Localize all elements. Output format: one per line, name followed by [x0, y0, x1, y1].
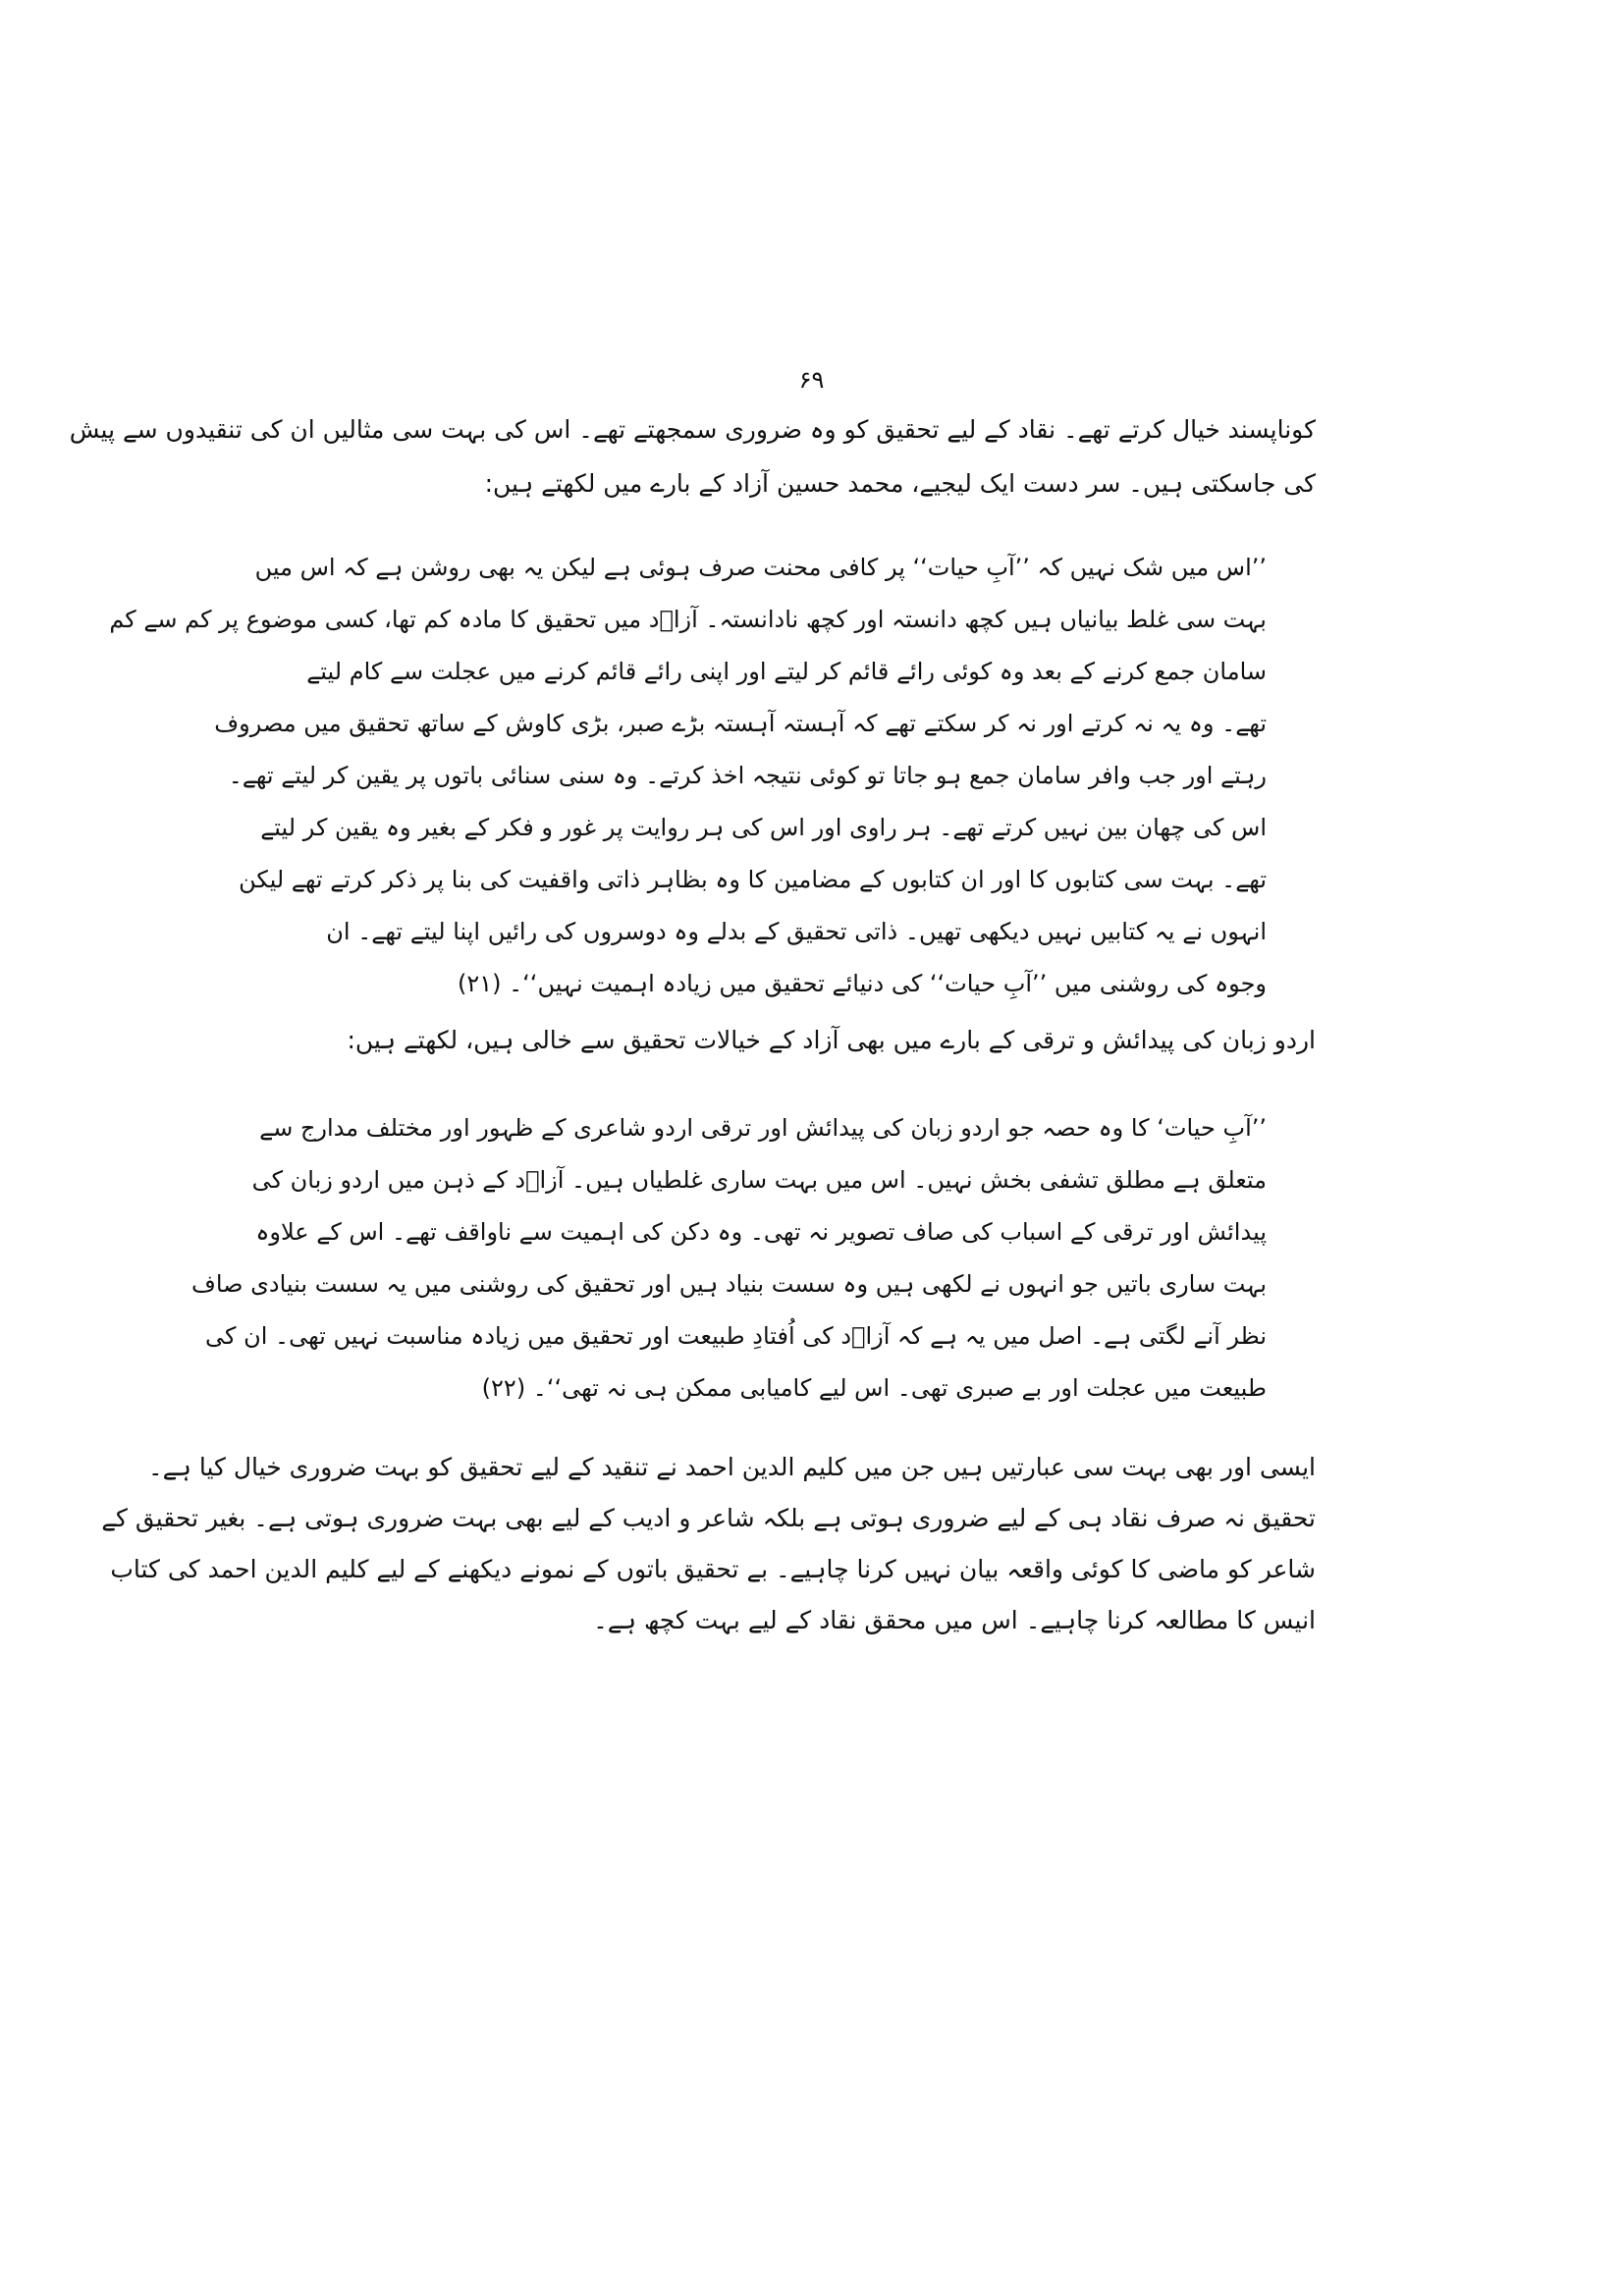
text-line: شاعر کو ماضی کا کوئی واقعہ بیان نہیں کرنا چاہیے۔ بے تحقیق باتوں کے نمونے دیکھنے کے لیے کلیم الدین احمد کی کتاب — [110, 1555, 1316, 1583]
text-line: کی جاسکتی ہیں۔ سر دست ایک لیجیے، محمد حسین آزاد کے بارے میں لکھتے ہیں: — [484, 469, 1316, 498]
block-quote-1 — [109, 542, 1267, 1010]
paragraph-intro — [69, 402, 1316, 510]
quote-line: تھے۔ وہ یہ نہ کرتے اور نہ کر سکتے تھے کہ آہستہ آہستہ بڑے صبر، بڑی کاوش کے ساتھ تحقیق میں مصروف — [214, 710, 1267, 737]
page-number: ۶۹ — [798, 366, 825, 394]
text-line: تحقیق نہ صرف نقاد ہی کے لیے ضروری ہوتی ہے بلکہ شاعر و ادیب کے لیے بھی بہت ضروری ہوتی ہے۔ بغیر تحقیق کے — [101, 1504, 1316, 1532]
quote-line: بہت ساری باتیں جو انہوں نے لکھی ہیں وہ سست بنیاد ہیں اور تحقیق کی روشنی میں یہ سست بنیادی صاف — [190, 1270, 1267, 1298]
quote-line: بہت سی غلط بیانیاں ہیں کچھ دانستہ اور کچھ نادانستہ۔ آزاؔد میں تحقیق کا مادہ کم تھا، کسی موضوع پر کم سے کم — [109, 606, 1267, 633]
paragraph-bridge — [295, 1018, 1316, 1063]
block-quote-2 — [190, 1102, 1267, 1415]
quote-line: وجوہ کی روشنی میں ’’آبِ حیات‘‘ کی دنیائے تحقیق میں زیادہ اہمیت نہیں‘‘۔ (۲۱) — [457, 970, 1267, 997]
quote-line: نظر آنے لگتی ہے۔ اصل میں یہ ہے کہ آزاؔد کی اُفتادِ طبیعت اور تحقیق میں زیادہ مناسبت نہیں تھی۔ ان کی — [205, 1322, 1267, 1350]
quote-line: طبیعت میں عجلت اور بے صبری تھی۔ اس لیے کامیابی ممکن ہی نہ تھی‘‘۔ (۲۲) — [481, 1374, 1267, 1402]
quote-line: ’’آبِ حیات‘ کا وہ حصہ جو اردو زبان کی پیدائش اور ترقی اردو شاعری کے ظہور اور مختلف مدارج سے — [259, 1114, 1267, 1142]
quote-line: تھے۔ بہت سی کتابوں کا اور ان کتابوں کے مضامین کا وہ بظاہر ذاتی واقفیت کی بنا پر ذکر کرتے تھے لیکن — [239, 866, 1267, 893]
body-text — [69, 402, 1316, 1646]
text-line: ایسی اور بھی بہت سی عبارتیں ہیں جن میں کلیم الدین احمد نے تنقید کے لیے تحقیق کو بہت ضروری خیال کیا ہے۔ — [147, 1453, 1316, 1481]
text-line: اردو زبان کی پیدائش و ترقی کے بارے میں بھی آزاد کے خیالات تحقیق سے خالی ہیں، لکھتے ہیں: — [347, 1026, 1316, 1054]
paragraph-conclusion — [101, 1442, 1316, 1646]
quote-line: پیدائش اور ترقی کے اسباب کی صاف تصویر نہ تھی۔ وہ دکن کی اہمیت سے ناواقف تھے۔ اس کے علاوہ — [255, 1218, 1267, 1246]
text-line: کوناپسند خیال کرتے تھے۔ نقاد کے لیے تحقیق کو وہ ضروری سمجھتے تھے۔ اس کی بہت سی مثالیں ان کی تنقیدوں سے پیش — [69, 415, 1316, 444]
quote-line: متعلق ہے مطلق تشفی بخش نہیں۔ اس میں بہت ساری غلطیاں ہیں۔ آزاؔد کے ذہن میں اردو زبان کی — [251, 1166, 1267, 1194]
quote-line: اس کی چھان بین نہیں کرتے تھے۔ ہر راوی اور اس کی ہر روایت پر غور و فکر کے بغیر وہ یقین کر لیتے — [260, 814, 1267, 841]
quote-line: انہوں نے یہ کتابیں نہیں دیکھی تھیں۔ ذاتی تحقیق کے بدلے وہ دوسروں کی رائیں اپنا لیتے تھے۔ ان — [326, 918, 1267, 945]
quote-line: رہتے اور جب وافر سامان جمع ہو جاتا تو کوئی نتیجہ اخذ کرتے۔ وہ سنی سنائی باتوں پر یقین کر لیتے تھے۔ — [228, 762, 1267, 789]
quote-line: ’’اس میں شک نہیں کہ ’’آبِ حیات‘‘ پر کافی محنت صرف ہوئی ہے لیکن یہ بھی روشن ہے کہ اس میں — [254, 554, 1267, 581]
quote-line: سامان جمع کرنے کے بعد وہ کوئی رائے قائم کر لیتے اور اپنی رائے قائم کرنے میں عجلت سے کام لیتے — [306, 658, 1267, 685]
text-line: انیس کا مطالعہ کرنا چاہیے۔ اس میں محقق نقاد کے لیے بہت کچھ ہے۔ — [593, 1606, 1316, 1634]
